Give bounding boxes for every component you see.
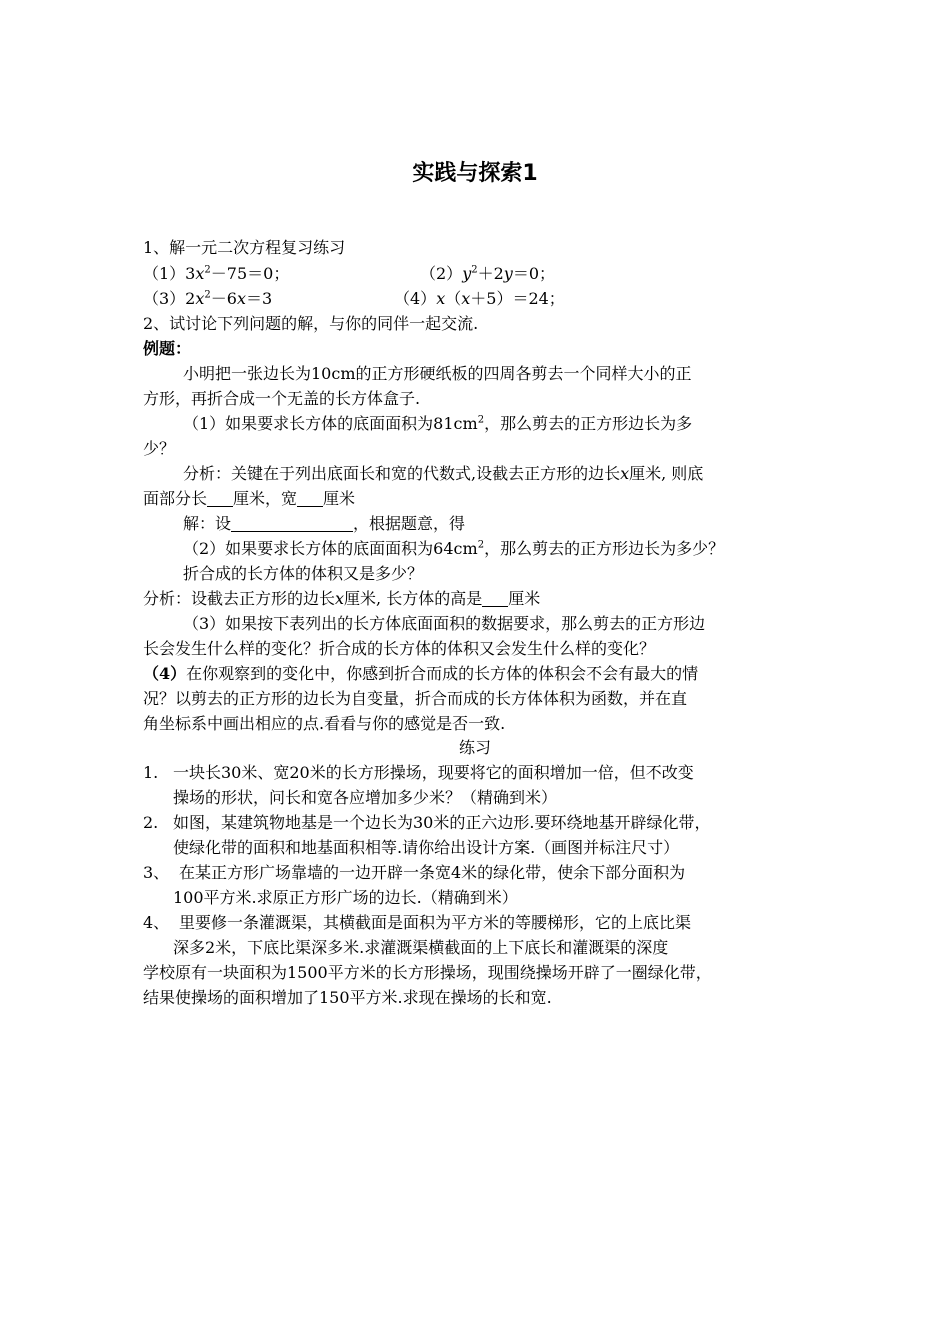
analysis-1-line-1: 分析：关键在于列出底面长和宽的代数式,设截去正方形的边长x厘米, 则底 xyxy=(183,464,704,483)
practice-5-line-1: 学校原有一块面积为1500平方米的长方形操场，现围绕操场开辟了一圈绿化带， xyxy=(143,963,712,982)
question-1-line-1: （1）如果要求长方体的底面面积为$81cm^2$，那么剪去的正方形边长为多 xyxy=(183,414,693,433)
length-blank xyxy=(207,490,233,507)
practice-4-line-2: 深多2米，下底比渠深多米.求灌溉渠横截面的上下底长和灌溉渠的深度 xyxy=(173,938,669,957)
question-4-line-2: 况？以剪去的正方形的边长为自变量，折合而成的长方体体积为函数，并在直 xyxy=(143,689,688,708)
question-3-line-2: 长会发生什么样的变化？折合成的长方体的体积又会发生什么样的变化？ xyxy=(143,639,656,658)
solution-line: 解：设 ，根据题意，得 xyxy=(183,514,466,533)
practice-1-line-1: 一块长30米、宽20米的长方形操场，现要将它的面积增加一倍，但不改变 xyxy=(173,763,694,782)
equation-3: $(3)2x^2-6x=3$ xyxy=(143,289,273,308)
practice-3-line-2: 100平方米.求原正方形广场的边长.（精确到米） xyxy=(173,888,518,907)
example-intro-line-1: 小明把一张边长为10cm的正方形硬纸板的四周各剪去一个同样大小的正 xyxy=(183,364,692,383)
question-4-line-1: （4）在你观察到的变化中，你感到折合而成的长方体的体积会不会有最大的情 xyxy=(143,664,699,683)
practice-4-line-1: 里要修一条灌溉渠，其横截面是面积为平方米的等腰梯形，它的上底比渠 xyxy=(179,913,692,932)
question-2-line-1: （2）如果要求长方体的底面面积为$64cm^2$，那么剪去的正方形边长为多少？ xyxy=(183,539,725,558)
practice-1-line-2: 操场的形状，问长和宽各应增加多少米？（精确到米） xyxy=(173,788,558,807)
question-1-line-2: 少？ xyxy=(143,439,176,458)
practice-5-line-2: 结果使操场的面积增加了150平方米.求现在操场的长和宽. xyxy=(143,988,552,1007)
practice-2-line-2: 使绿化带的面积和地基面积相等.请你给出设计方案.（画图并标注尺寸） xyxy=(173,838,680,857)
height-blank xyxy=(482,590,508,607)
practice-3-line-1: 在某正方形广场靠墙的一边开辟一条宽4米的绿化带，使余下部分面积为 xyxy=(179,863,686,882)
question-4-line-3: 角坐标系中画出相应的点.看看与你的感觉是否一致. xyxy=(143,714,506,733)
example-label: 例题： xyxy=(143,339,192,358)
question-3-line-1: （3）如果按下表列出的长方体底面面积的数据要求，那么剪去的正方形边 xyxy=(183,614,706,633)
practice-1-number: 1. xyxy=(143,763,159,782)
practice-2-line-1: 如图，某建筑物地基是一个边长为30米的正六边形.要环绕地基开辟绿化带， xyxy=(173,813,711,832)
discuss-heading: 2、试讨论下列问题的解，与你的同伴一起交流. xyxy=(143,314,479,333)
width-blank xyxy=(297,490,323,507)
practice-4-number: 4、 xyxy=(143,913,170,932)
example-intro-line-2: 方形，再折合成一个无盖的长方体盒子. xyxy=(143,389,421,408)
page-title: 实践与探索1 xyxy=(412,161,538,186)
analysis-1-line-2: 面部分长 厘米，宽 厘米 xyxy=(143,489,356,508)
practice-2-number: 2. xyxy=(143,813,159,832)
practice-3-number: 3、 xyxy=(143,863,170,882)
equation-2: $(2)y^2+2y=0$； xyxy=(420,264,556,283)
review-heading: 1、解一元二次方程复习练习 xyxy=(143,238,346,257)
question-2-line-2: 折合成的长方体的体积又是多少？ xyxy=(183,564,424,583)
equation-4: （4）x（x＋5）＝24； xyxy=(394,289,565,308)
solution-blank xyxy=(231,515,353,532)
equation-1: $(1)3x^2-75=0$； xyxy=(143,264,290,283)
analysis-2-line: 分析：设截去正方形的边长x厘米, 长方体的高是 厘米 xyxy=(143,589,541,608)
practice-heading: 练习 xyxy=(458,738,491,757)
